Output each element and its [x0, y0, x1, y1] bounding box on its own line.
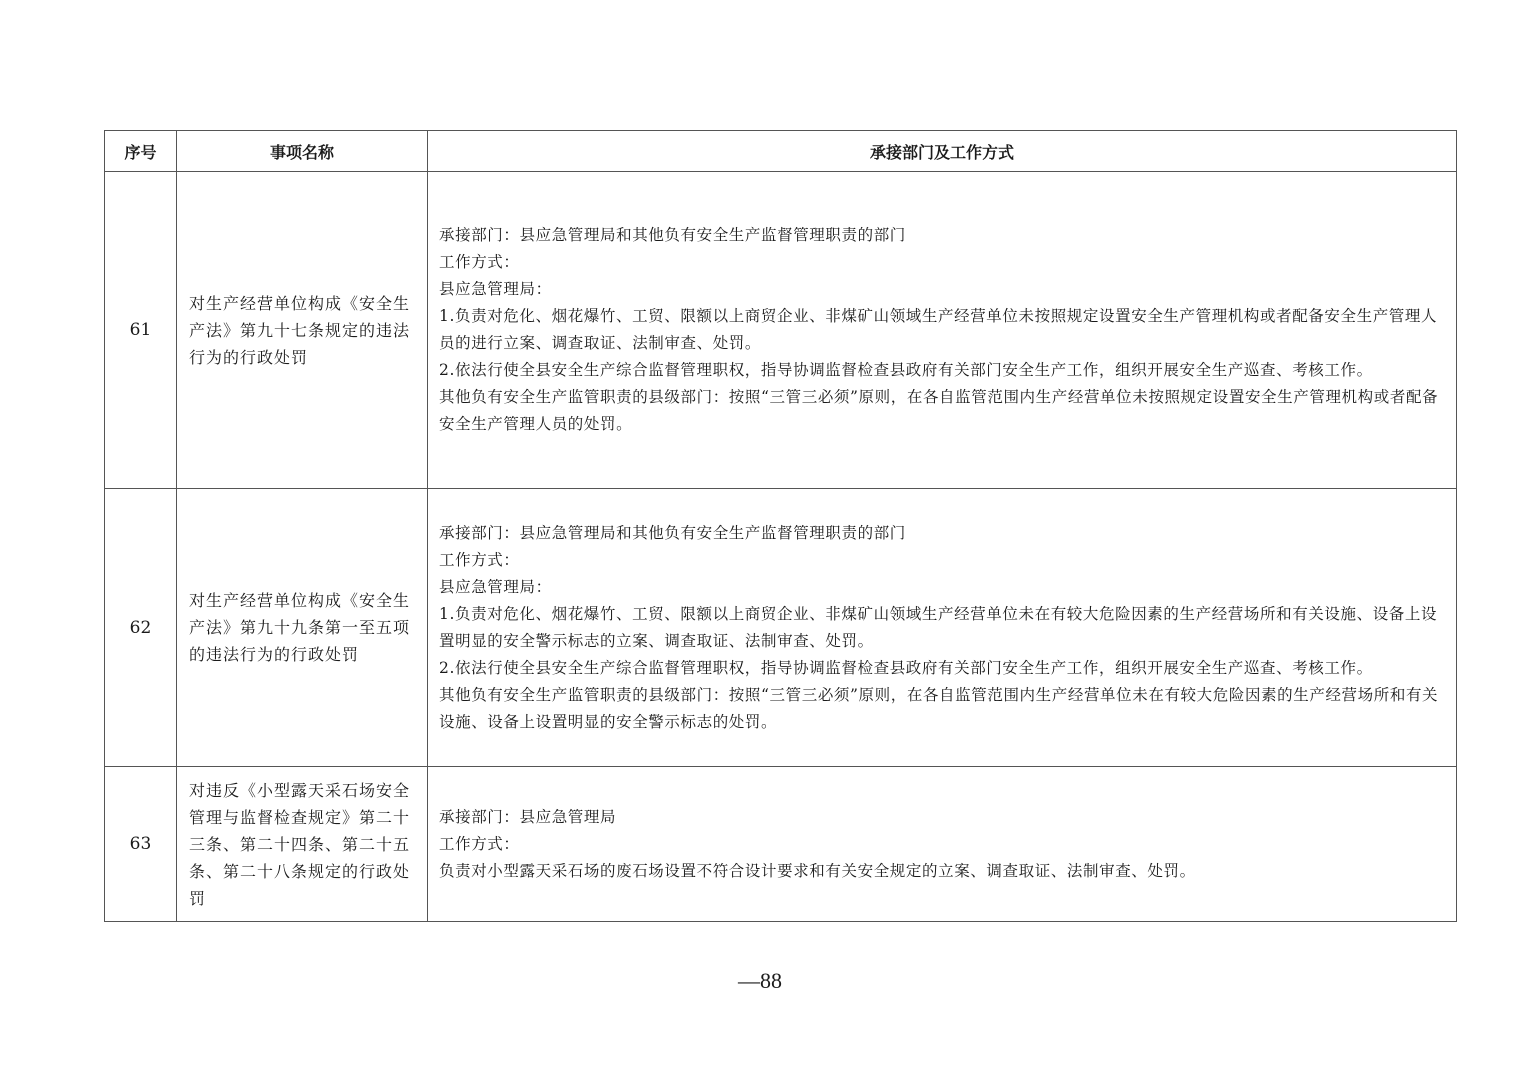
table-row: [105, 767, 1457, 922]
dept-line: 其他负有安全生产监管职责的县级部门：按照“三管三必须”原则，在各自监管范围内生产经营单位未在有较大危险因素的生产经营场所和有关设施、设备上设置明显的安全警示标志的处罚。: [439, 685, 1439, 731]
dept-line: 县应急管理局：: [439, 280, 552, 298]
row-department-method: [428, 489, 1457, 767]
dept-line: 负责对小型露天采石场的废石场设置不符合设计要求和有关安全规定的立案、调查取证、法制审查、处罚。: [439, 861, 1196, 880]
header-serial-number: 序号: [105, 131, 177, 172]
matters-table: [104, 130, 1457, 922]
dept-line: 工作方式：: [439, 550, 520, 569]
dept-line: 工作方式：: [439, 834, 520, 853]
dept-line: 其他负有安全生产监管职责的县级部门：按照“三管三必须”原则，在各自监管范围内生产经营单位未按照规定设置安全生产管理机构或者配备安全生产管理人员的处罚。: [439, 388, 1439, 433]
row-matter-name: 对生产经营单位构成《安全生产法》第九十九条第一至五项的违法行为的行政处罚: [177, 489, 428, 767]
dept-line: 1.负责对危化、烟花爆竹、工贸、限额以上商贸企业、非煤矿山领域生产经营单位未在有较大危险因素的生产经营场所和有关设施、设备上设置明显的安全警示标志的立案、调查取证、法制审查、处罚。: [439, 604, 1438, 650]
row-matter-name: 对违反《小型露天采石场安全管理与监督检查规定》第二十三条、第二十四条、第二十五条、第二十八条规定的行政处罚: [177, 767, 428, 922]
header-matter-name: 事项名称: [177, 131, 428, 172]
dept-line: 承接部门：县应急管理局和其他负有安全生产监督管理职责的部门: [439, 523, 906, 542]
table-row: [105, 489, 1457, 767]
row-matter-name: 对生产经营单位构成《安全生产法》第九十七条规定的违法行为的行政处罚: [177, 172, 428, 489]
dept-line: 承接部门：县应急管理局: [439, 807, 617, 826]
dept-line: 县应急管理局：: [439, 577, 552, 596]
table-row: [105, 172, 1457, 489]
page-number: —88: [738, 968, 782, 993]
table-header-row: [105, 131, 1457, 172]
dept-line: 工作方式：: [439, 253, 520, 271]
row-serial-number: 61: [105, 172, 177, 489]
row-serial-number: 62: [105, 489, 177, 767]
row-department-method: [428, 172, 1457, 489]
dept-line: 1.负责对危化、烟花爆竹、工贸、限额以上商贸企业、非煤矿山领域生产经营单位未按照规定设置安全生产管理机构或者配备安全生产管理人员的进行立案、调查取证、法制审查、处罚。: [439, 307, 1438, 352]
dept-line: 2.依法行使全县安全生产综合监督管理职权，指导协调监督检查县政府有关部门安全生产工作，组织开展安全生产巡查、考核工作。: [439, 361, 1373, 379]
dept-line: 承接部门：县应急管理局和其他负有安全生产监督管理职责的部门: [439, 226, 906, 244]
row-serial-number: 63: [105, 767, 177, 922]
dept-line: 2.依法行使全县安全生产综合监督管理职权，指导协调监督检查县政府有关部门安全生产工作，组织开展安全生产巡查、考核工作。: [439, 658, 1373, 677]
header-department-and-method: 承接部门及工作方式: [428, 131, 1457, 172]
row-department-method: [428, 767, 1457, 922]
